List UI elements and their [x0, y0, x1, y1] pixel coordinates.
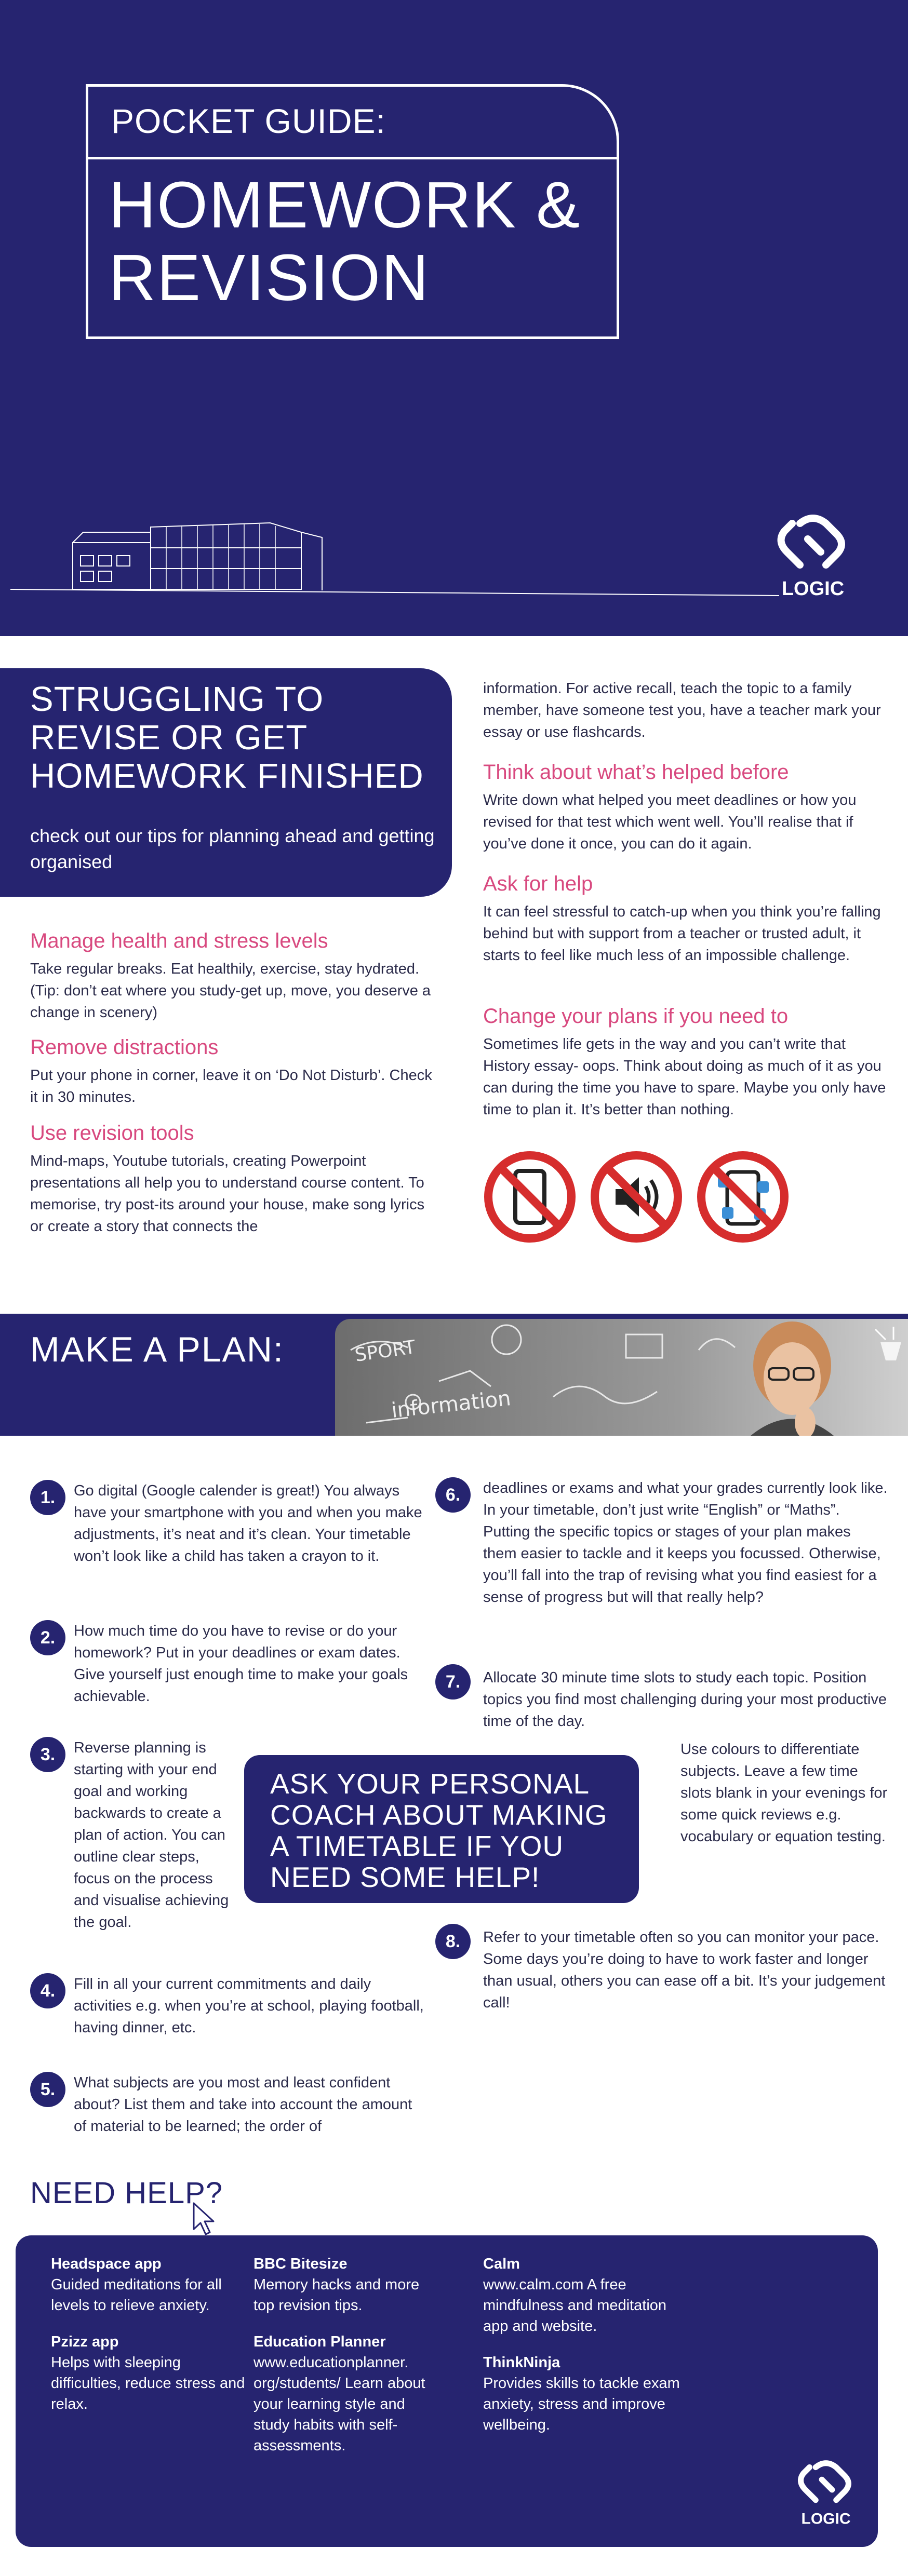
resource-thinkninja — [483, 2352, 680, 2435]
no-phone-icon — [483, 1150, 577, 1244]
step-text: Fill in all your current commitments and daily activities e.g. when you’re at school, playing football, having dinner, etc. — [74, 1976, 424, 2036]
cursor-icon — [191, 2201, 217, 2237]
step-number: 3. — [30, 1737, 65, 1772]
tip-revision-tools — [30, 1122, 440, 1237]
resource-pzizz — [51, 2331, 248, 2415]
step-number: 8. — [435, 1924, 471, 1959]
step-text: deadlines or exams and what your grades currently look like. In your timetable, don’t just write “English” or “Maths”. Putting the specific topics or stages of your plan makes them easier to tackle and it keeps you focussed. Otherwise, you’ll fall into the trap of revising what you find easiest for a sense of progress but will that really help? — [483, 1480, 888, 1606]
school-building-illustration — [10, 511, 800, 600]
tip-title: Ask for help — [483, 872, 593, 895]
pocket-guide-label: POCKET GUIDE: — [111, 102, 386, 140]
help-column-1 — [51, 2254, 248, 2430]
help-column-2 — [253, 2254, 440, 2472]
tip-body: Sometimes life gets in the way and you can’t write that History essay- oops. Think about doing as much of it as you can during the time you have to spare. Maybe you only have time to plan it. It’s better than nothing. — [483, 1036, 886, 1118]
resource-desc: Guided meditations for all levels to relieve anxiety. — [51, 2276, 222, 2314]
step-text: Go digital (Google calender is great!) You always have your smartphone with you and when you make adjustments, it’s neat and it’s clean. Your timetable won’t look like a child has taken a crayon to it. — [74, 1482, 422, 1565]
step-text: Refer to your timetable often so you can monitor your pace. Some days you’re doing to have to work faster and longer than usual, others you can ease off a bit. It’s your judgement call! — [483, 1929, 886, 2011]
tip-body: Put your phone in corner, leave it on ‘Do Not Disturb’. Check it in 30 minutes. — [30, 1067, 432, 1105]
tip-body: It can feel stressful to catch-up when you think you’re falling behind but with support from a teacher or trusted adult, it starts to feel like much less of an impossible challenge. — [483, 903, 881, 964]
no-sound-icon — [590, 1150, 683, 1244]
resource-name: Calm — [483, 2256, 520, 2272]
resource-education-planner — [253, 2331, 440, 2456]
resource-name: ThinkNinja — [483, 2354, 560, 2371]
make-a-plan-title: MAKE A PLAN: — [30, 1330, 284, 1369]
resource-desc: www.calm.com A free mindfulness and meditation app and website. — [483, 2276, 667, 2335]
title-line-1: HOMEWORK & — [109, 168, 581, 241]
step-7-continued: Use colours to differentiate subjects. Leave a few time slots blank in your evenings for some quick reviews e.g. vocabulary or equation testing. — [680, 1741, 888, 1845]
step-number: 6. — [435, 1477, 471, 1513]
step-text: Allocate 30 minute time slots to study each topic. Position topics you find most challenging during your most productive time of the day. — [483, 1669, 887, 1730]
page-title — [109, 169, 581, 314]
tip-revision-tools-continued: information. For active recall, teach the topic to a family member, have someone test you, have a teacher mark your essay or use flashcards. — [483, 680, 881, 740]
thinking-woman-photo — [335, 1319, 908, 1436]
distraction-icons — [478, 1145, 888, 1249]
photo-word-sport: SPORT — [353, 1336, 417, 1366]
resource-desc: Helps with sleeping difficulties, reduce stress and relax. — [51, 2354, 245, 2412]
logic-logo-bottom — [787, 2451, 865, 2529]
step-number: 1. — [30, 1480, 65, 1515]
step-number: 7. — [435, 1664, 471, 1700]
resource-desc: Provides skills to tackle exam anxiety, stress and improve wellbeing. — [483, 2375, 680, 2433]
tip-helped-before — [483, 761, 893, 855]
step-text: Reverse planning is starting with your end goal and working backwards to create a plan of action. You can outline clear steps, focus on the process and visualise achieving the goal. — [74, 1739, 229, 1931]
resource-name: BBC Bitesize — [253, 2256, 348, 2272]
title-line-2: REVISION — [109, 241, 430, 314]
tip-body: Mind-maps, Youtube tutorials, creating Powerpoint presentations all help you to understand course content. To memorise, try post-its around your house, make song lyrics or create a story that connects the — [30, 1153, 425, 1235]
logic-logo — [764, 503, 862, 601]
tip-distractions — [30, 1036, 440, 1108]
resource-desc: Memory hacks and more top revision tips. — [253, 2276, 420, 2314]
step-number: 2. — [30, 1620, 65, 1655]
logo-text: LOGIC — [801, 2510, 851, 2528]
tip-ask-for-help — [483, 872, 893, 966]
step-number: 5. — [30, 2072, 65, 2107]
tip-body: Take regular breaks. Eat healthily, exercise, stay hydrated. (Tip: don’t eat where you study-get up, move, you deserve a change in scenery) — [30, 961, 431, 1021]
coach-callout-text: ASK YOUR PERSONAL COACH ABOUT MAKING A TIMETABLE IF YOU NEED SOME HELP! — [270, 1768, 608, 1893]
resource-bbc-bitesize — [253, 2254, 440, 2316]
need-help-title: NEED HELP? — [30, 2176, 223, 2210]
struggle-subheading: check out our tips for planning ahead and getting organised — [30, 825, 435, 872]
logo-text: LOGIC — [781, 578, 845, 600]
tip-health — [30, 929, 440, 1023]
step-text: What subjects are you most and least confident about? List them and take into account the amount of material to be learned; the order of — [74, 2074, 412, 2135]
tip-title: Manage health and stress levels — [30, 929, 328, 952]
tip-change-plans — [483, 1005, 893, 1121]
resource-name: Headspace app — [51, 2256, 162, 2272]
photo-word-information: information — [390, 1386, 512, 1423]
tip-title: Change your plans if you need to — [483, 1005, 789, 1028]
tip-body: Write down what helped you meet deadlines or how you revised for that test which went well. You’ll realise that if you’ve done it once, you can do it again. — [483, 792, 857, 852]
resource-desc: www.educationplanner. org/students/ Learn about your learning style and study habits with self-assessments. — [253, 2354, 425, 2454]
struggle-heading: STRUGGLING TO REVISE OR GET HOMEWORK FINISHED — [30, 680, 424, 795]
step-text: How much time do you have to revise or do your homework? Put in your deadlines or exam dates. Give yourself just enough time to make your goals achievable. — [74, 1623, 408, 1705]
help-column-3 — [483, 2254, 680, 2451]
no-social-media-icon — [696, 1150, 790, 1244]
tip-title: Remove distractions — [30, 1036, 219, 1059]
resource-name: Pzizz app — [51, 2334, 119, 2350]
tip-title: Use revision tools — [30, 1122, 194, 1144]
resource-name: Education Planner — [253, 2334, 386, 2350]
resource-headspace — [51, 2254, 248, 2316]
resource-calm — [483, 2254, 680, 2337]
step-number: 4. — [30, 1973, 65, 2008]
tip-title: Think about what’s helped before — [483, 761, 789, 784]
title-divider — [88, 157, 617, 159]
